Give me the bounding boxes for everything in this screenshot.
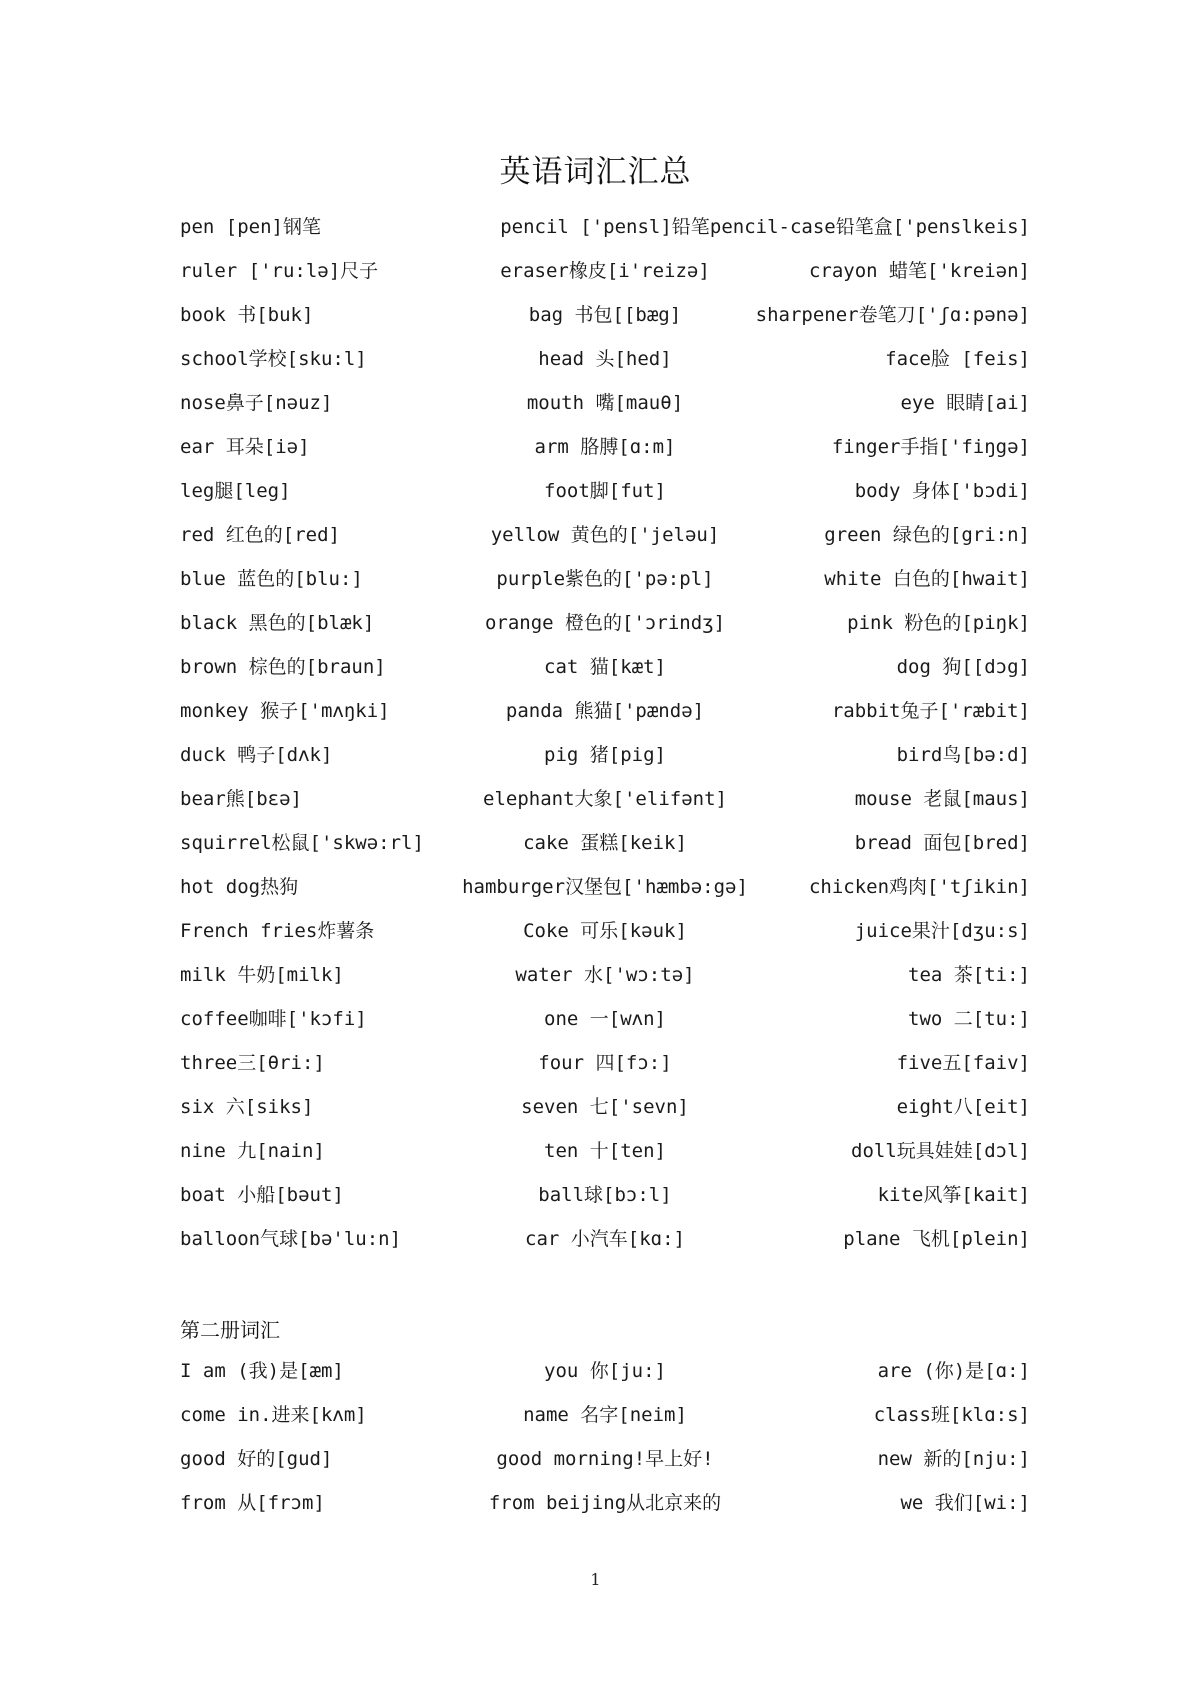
vocab-row bbox=[180, 434, 1030, 478]
vocab-entry: rabbit兔子['ræbit] bbox=[831, 700, 1030, 722]
vocab-entry: sharpener卷笔刀['ʃɑ:pənə] bbox=[755, 304, 1030, 326]
vocab-entry: boat 小船[bəut] bbox=[180, 1184, 344, 1206]
vocab-row bbox=[180, 302, 1030, 346]
vocab-row bbox=[180, 830, 1030, 874]
vocab-row bbox=[180, 258, 1030, 302]
vocab-entry: body 身体['bɔdi] bbox=[854, 480, 1030, 502]
vocab-entry: pencil-case铅笔盒['penslkeis] bbox=[709, 216, 1030, 238]
vocab-entry: car 小汽车[kɑ:] bbox=[525, 1228, 685, 1250]
vocab-entry: I am (我)是[æm] bbox=[180, 1360, 344, 1382]
vocab-entry: chicken鸡肉['tʃikin] bbox=[808, 876, 1030, 898]
vocab-entry: eraser橡皮[i'reizə] bbox=[500, 260, 710, 282]
vocab-entry: mouse 老鼠[maus] bbox=[854, 788, 1030, 810]
vocab-row bbox=[180, 478, 1030, 522]
vocab-row bbox=[180, 1446, 1030, 1490]
vocab-row bbox=[180, 1094, 1030, 1138]
vocab-row bbox=[180, 566, 1030, 610]
vocab-row bbox=[180, 874, 1030, 918]
vocab-entry: foot脚[fut] bbox=[544, 480, 666, 502]
vocab-entry: nose鼻子[nəuz] bbox=[180, 392, 333, 414]
vocab-row bbox=[180, 786, 1030, 830]
vocab-row bbox=[180, 1182, 1030, 1226]
vocab-entry: elephant大象['elifənt] bbox=[483, 788, 727, 810]
vocab-entry: good 好的[gud] bbox=[180, 1448, 333, 1470]
vocab-entry: bag 书包[[bæg] bbox=[528, 304, 682, 326]
vocab-row bbox=[180, 654, 1030, 698]
vocab-entry: face脸 [feis] bbox=[885, 348, 1030, 370]
vocab-entry: coffee咖啡['kɔfi] bbox=[180, 1008, 367, 1030]
vocab-entry: juice果汁[dʒu:s] bbox=[854, 920, 1030, 942]
vocab-row bbox=[180, 1358, 1030, 1402]
vocab-entry: mouth 嘴[mauθ] bbox=[526, 392, 684, 414]
vocab-entry: two 二[tu:] bbox=[908, 1008, 1030, 1030]
vocab-entry: water 水['wɔ:tə] bbox=[515, 964, 695, 986]
vocab-entry: bread 面包[bred] bbox=[854, 832, 1030, 854]
vocab-row bbox=[180, 1006, 1030, 1050]
vocab-entry: cake 蛋糕[keik] bbox=[523, 832, 687, 854]
section-title: 第二册词汇 bbox=[180, 1318, 280, 1342]
vocab-row bbox=[180, 1490, 1030, 1534]
vocab-entry: arm 胳膊[ɑ:m] bbox=[534, 436, 676, 458]
vocab-entry: bird鸟[bə:d] bbox=[896, 744, 1030, 766]
vocab-entry: pen [pen]钢笔 bbox=[180, 216, 321, 238]
vocab-row bbox=[180, 346, 1030, 390]
vocab-entry: three三[θri:] bbox=[180, 1052, 325, 1074]
vocab-row bbox=[180, 962, 1030, 1006]
vocab-entry: pencil ['pensl]铅笔 bbox=[500, 216, 710, 238]
vocab-entry: name 名字[neim] bbox=[523, 1404, 687, 1426]
vocab-row bbox=[180, 214, 1030, 258]
vocab-entry: one 一[wʌn] bbox=[544, 1008, 666, 1030]
vocab-entry: nine 九[nain] bbox=[180, 1140, 325, 1162]
vocab-entry: hamburger汉堡包['hæmbə:gə] bbox=[462, 876, 748, 898]
vocab-entry: leg腿[leg] bbox=[180, 480, 291, 502]
vocab-entry: are (你)是[ɑ:] bbox=[877, 1360, 1030, 1382]
vocab-entry: cat 猫[kæt] bbox=[544, 656, 666, 678]
vocab-entry: monkey 猴子['mʌŋki] bbox=[180, 700, 390, 722]
vocab-entry: Coke 可乐[kəuk] bbox=[523, 920, 687, 942]
vocab-entry: six 六[siks] bbox=[180, 1096, 314, 1118]
vocab-entry: balloon气球[bə'lu:n] bbox=[180, 1228, 402, 1250]
vocab-entry: dog 狗[[dɔg] bbox=[896, 656, 1030, 678]
vocab-entry: duck 鸭子[dʌk] bbox=[180, 744, 333, 766]
vocab-entry: head 头[hed] bbox=[538, 348, 672, 370]
vocab-entry: doll玩具娃娃[dɔl] bbox=[851, 1140, 1030, 1162]
vocab-entry: five五[faiv] bbox=[896, 1052, 1030, 1074]
page-number: 1 bbox=[590, 1570, 601, 1589]
vocab-entry: from 从[frɔm] bbox=[180, 1492, 325, 1514]
vocab-entry: purple紫色的['pə:pl] bbox=[496, 568, 714, 590]
vocab-entry: plane 飞机[plein] bbox=[843, 1228, 1030, 1250]
vocab-entry: hot dog热狗 bbox=[180, 876, 299, 898]
vocab-entry: new 新的[nju:] bbox=[877, 1448, 1030, 1470]
vocabulary-table-book2 bbox=[180, 1358, 1030, 1534]
vocab-entry: crayon 蜡笔['kreiən] bbox=[808, 260, 1030, 282]
vocab-entry: pig 猪[pig] bbox=[544, 744, 666, 766]
vocab-entry: seven 七['sevn] bbox=[521, 1096, 689, 1118]
vocab-row bbox=[180, 1138, 1030, 1182]
vocab-entry: squirrel松鼠['skwə:rl] bbox=[180, 832, 424, 854]
vocab-row bbox=[180, 1402, 1030, 1446]
vocab-row bbox=[180, 742, 1030, 786]
vocab-entry: from beijing从北京来的 bbox=[488, 1492, 722, 1514]
vocab-entry: white 白色的[hwait] bbox=[824, 568, 1030, 590]
vocab-entry: eight八[eit] bbox=[896, 1096, 1030, 1118]
vocab-entry: milk 牛奶[milk] bbox=[180, 964, 344, 986]
vocab-entry: four 四[fɔ:] bbox=[538, 1052, 672, 1074]
vocab-entry: school学校[sku:l] bbox=[180, 348, 367, 370]
vocab-entry: black 黑色的[blæk] bbox=[180, 612, 375, 634]
page-title: 英语词汇汇总 bbox=[499, 154, 692, 190]
vocab-entry: book 书[buk] bbox=[180, 304, 314, 326]
vocab-entry: class班[klɑ:s] bbox=[873, 1404, 1030, 1426]
vocabulary-table bbox=[180, 214, 1030, 1270]
vocab-entry: ball球[bɔ:l] bbox=[538, 1184, 672, 1206]
vocab-entry: ten 十[ten] bbox=[544, 1140, 666, 1162]
vocab-entry: we 我们[wi:] bbox=[900, 1492, 1030, 1514]
vocab-row bbox=[180, 918, 1030, 962]
vocab-entry: blue 蓝色的[blu:] bbox=[180, 568, 363, 590]
vocab-row bbox=[180, 390, 1030, 434]
vocab-row bbox=[180, 610, 1030, 654]
vocab-entry: kite风筝[kait] bbox=[877, 1184, 1030, 1206]
vocab-entry: French fries炸薯条 bbox=[180, 920, 375, 942]
vocab-entry: yellow 黄色的['jeləu] bbox=[490, 524, 720, 546]
vocab-entry: tea 茶[ti:] bbox=[908, 964, 1030, 986]
vocab-entry: pink 粉色的[piŋk] bbox=[847, 612, 1030, 634]
vocab-entry: you 你[ju:] bbox=[544, 1360, 666, 1382]
vocab-entry: good morning!早上好! bbox=[496, 1448, 714, 1470]
vocab-entry: eye 眼睛[ai] bbox=[900, 392, 1030, 414]
vocab-entry: green 绿色的[gri:n] bbox=[824, 524, 1030, 546]
vocab-entry: come in.进来[kʌm] bbox=[180, 1404, 367, 1426]
vocab-entry: brown 棕色的[braun] bbox=[180, 656, 386, 678]
vocab-row bbox=[180, 1226, 1030, 1270]
vocab-entry: panda 熊猫['pændə] bbox=[505, 700, 705, 722]
vocab-entry: orange 橙色的['ɔrindʒ] bbox=[484, 612, 726, 634]
vocab-entry: bear熊[bɛə] bbox=[180, 788, 302, 810]
vocab-row bbox=[180, 1050, 1030, 1094]
vocab-entry: finger手指['fiŋgə] bbox=[831, 436, 1030, 458]
vocab-entry: ear 耳朵[iə] bbox=[180, 436, 310, 458]
vocab-row bbox=[180, 698, 1030, 742]
vocab-entry: red 红色的[red] bbox=[180, 524, 340, 546]
vocab-row bbox=[180, 522, 1030, 566]
vocab-entry: ruler ['ru:lə]尺子 bbox=[180, 260, 379, 282]
